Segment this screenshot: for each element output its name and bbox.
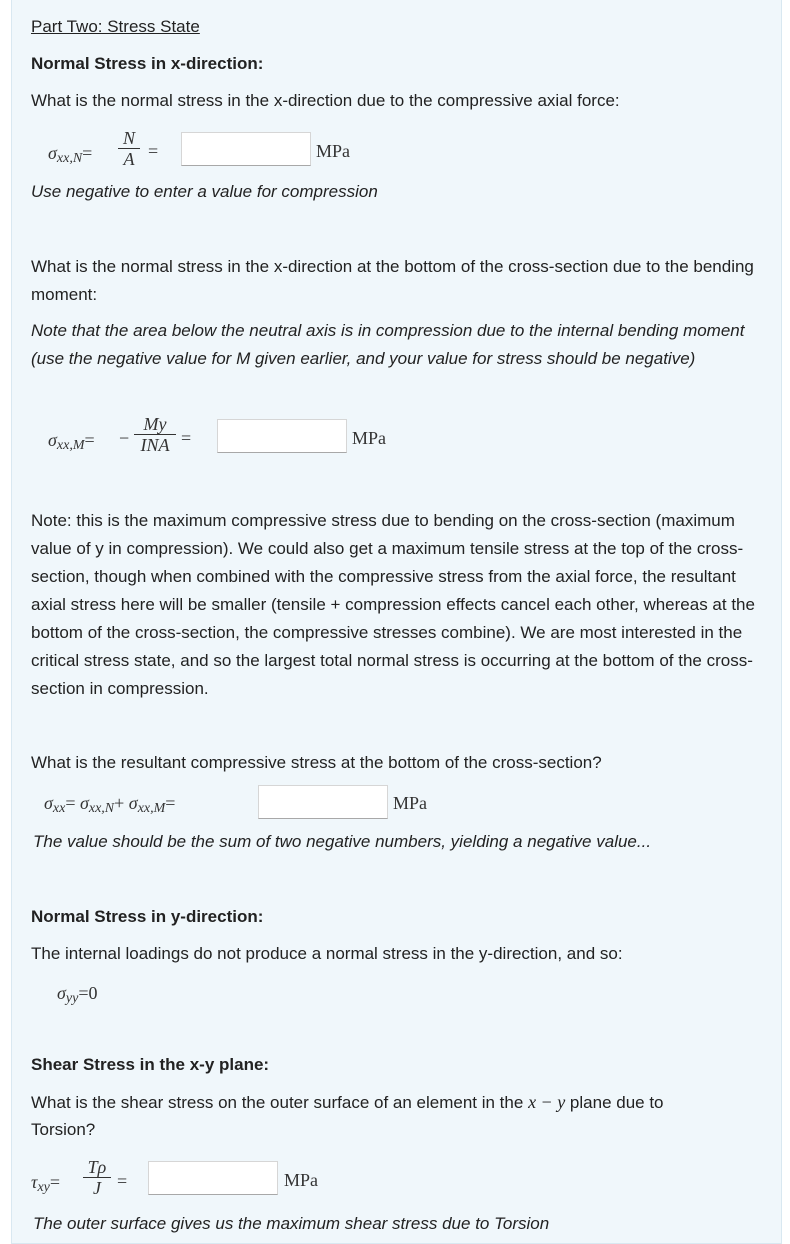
q1-hint: Use negative to enter a value for compression [31,182,378,201]
shear-unit: MPa [284,1170,319,1190]
q3-equation: $\sigma_{xx}= \sigma_{xx,N}+ \sigma_{xx,M}=$ [44,793,176,816]
shear-prompt-math: x − y [528,1092,566,1112]
shear-heading: Shear Stress in the x-y plane: [31,1055,270,1074]
q1-fraction: $\frac{N}{A}$ [118,128,140,169]
shear-hint: The outer surface gives us the maximum shear stress due to Torsion [33,1214,550,1233]
shear-lhs: $\tau_{xy}=$ [31,1172,61,1195]
q2-fraction: My INA [134,414,176,455]
normal-x-heading: Normal Stress in x-direction: [31,54,264,73]
normal-y-equation: $\sigma_{yy}=0$ [57,983,98,1006]
normal-y-heading: Normal Stress in y-direction: [31,907,264,926]
q2-note: Note that the area below the neutral axis is in compression due to the internal bending moment (use the negative value for M given earlier, and your value for stress should be negative) [31,321,745,368]
q1-unit: MPa [316,141,351,161]
shear-prompt-cont: Torsion? [31,1120,96,1139]
shear-equals: = [117,1171,128,1191]
q2-unit: MPa [352,428,387,448]
q2-minus: − [119,428,130,448]
q1-answer-input[interactable] [181,132,311,166]
q2-prompt: What is the normal stress in the x-direction at the bottom of the cross-section due to the bending moment: [31,257,754,304]
q3-hint: The value should be the sum of two negative numbers, yielding a negative value... [33,832,652,851]
q1-prompt: What is the normal stress in the x-direction due to the compressive axial force: [31,91,620,110]
shear-answer-input[interactable] [148,1161,278,1195]
q3-unit: MPa [393,793,428,813]
shear-prompt: What is the shear stress on the outer surface of an element in the x − y plane due to [31,1092,664,1112]
q3-answer-input[interactable] [258,785,388,819]
q1-lhs: $\sigma_{xx,N}=$ [48,143,93,166]
q2-answer-input[interactable] [217,419,347,453]
q2-explanation: Note: this is the maximum compressive stress due to bending on the cross-section (maximum value of y in compression). We could also get a maximum tensile stress at the top of the cross-section, though when combined with the compressive stress from the axial force, the resultant axial stress here will be smaller (tensile + compression effects cancel each other, whereas at the bottom of the cross-section, the compressive stresses combine). We are most interested in the critical stress state, and so the largest total normal stress is occurring at the bottom of the cross-section in compression. [31,511,755,698]
shear-fraction: $\frac{T\rho}{J}$ [83,1157,111,1198]
part-title: Part Two: Stress State [31,17,200,36]
q3-prompt: What is the resultant compressive stress at the bottom of the cross-section? [31,753,602,772]
q2-lhs: $\sigma_{xx,M}=$ [48,430,95,453]
q1-equals: = [148,141,159,161]
q2-equals: = [181,428,192,448]
normal-y-text: The internal loadings do not produce a normal stress in the y-direction, and so: [31,944,623,963]
